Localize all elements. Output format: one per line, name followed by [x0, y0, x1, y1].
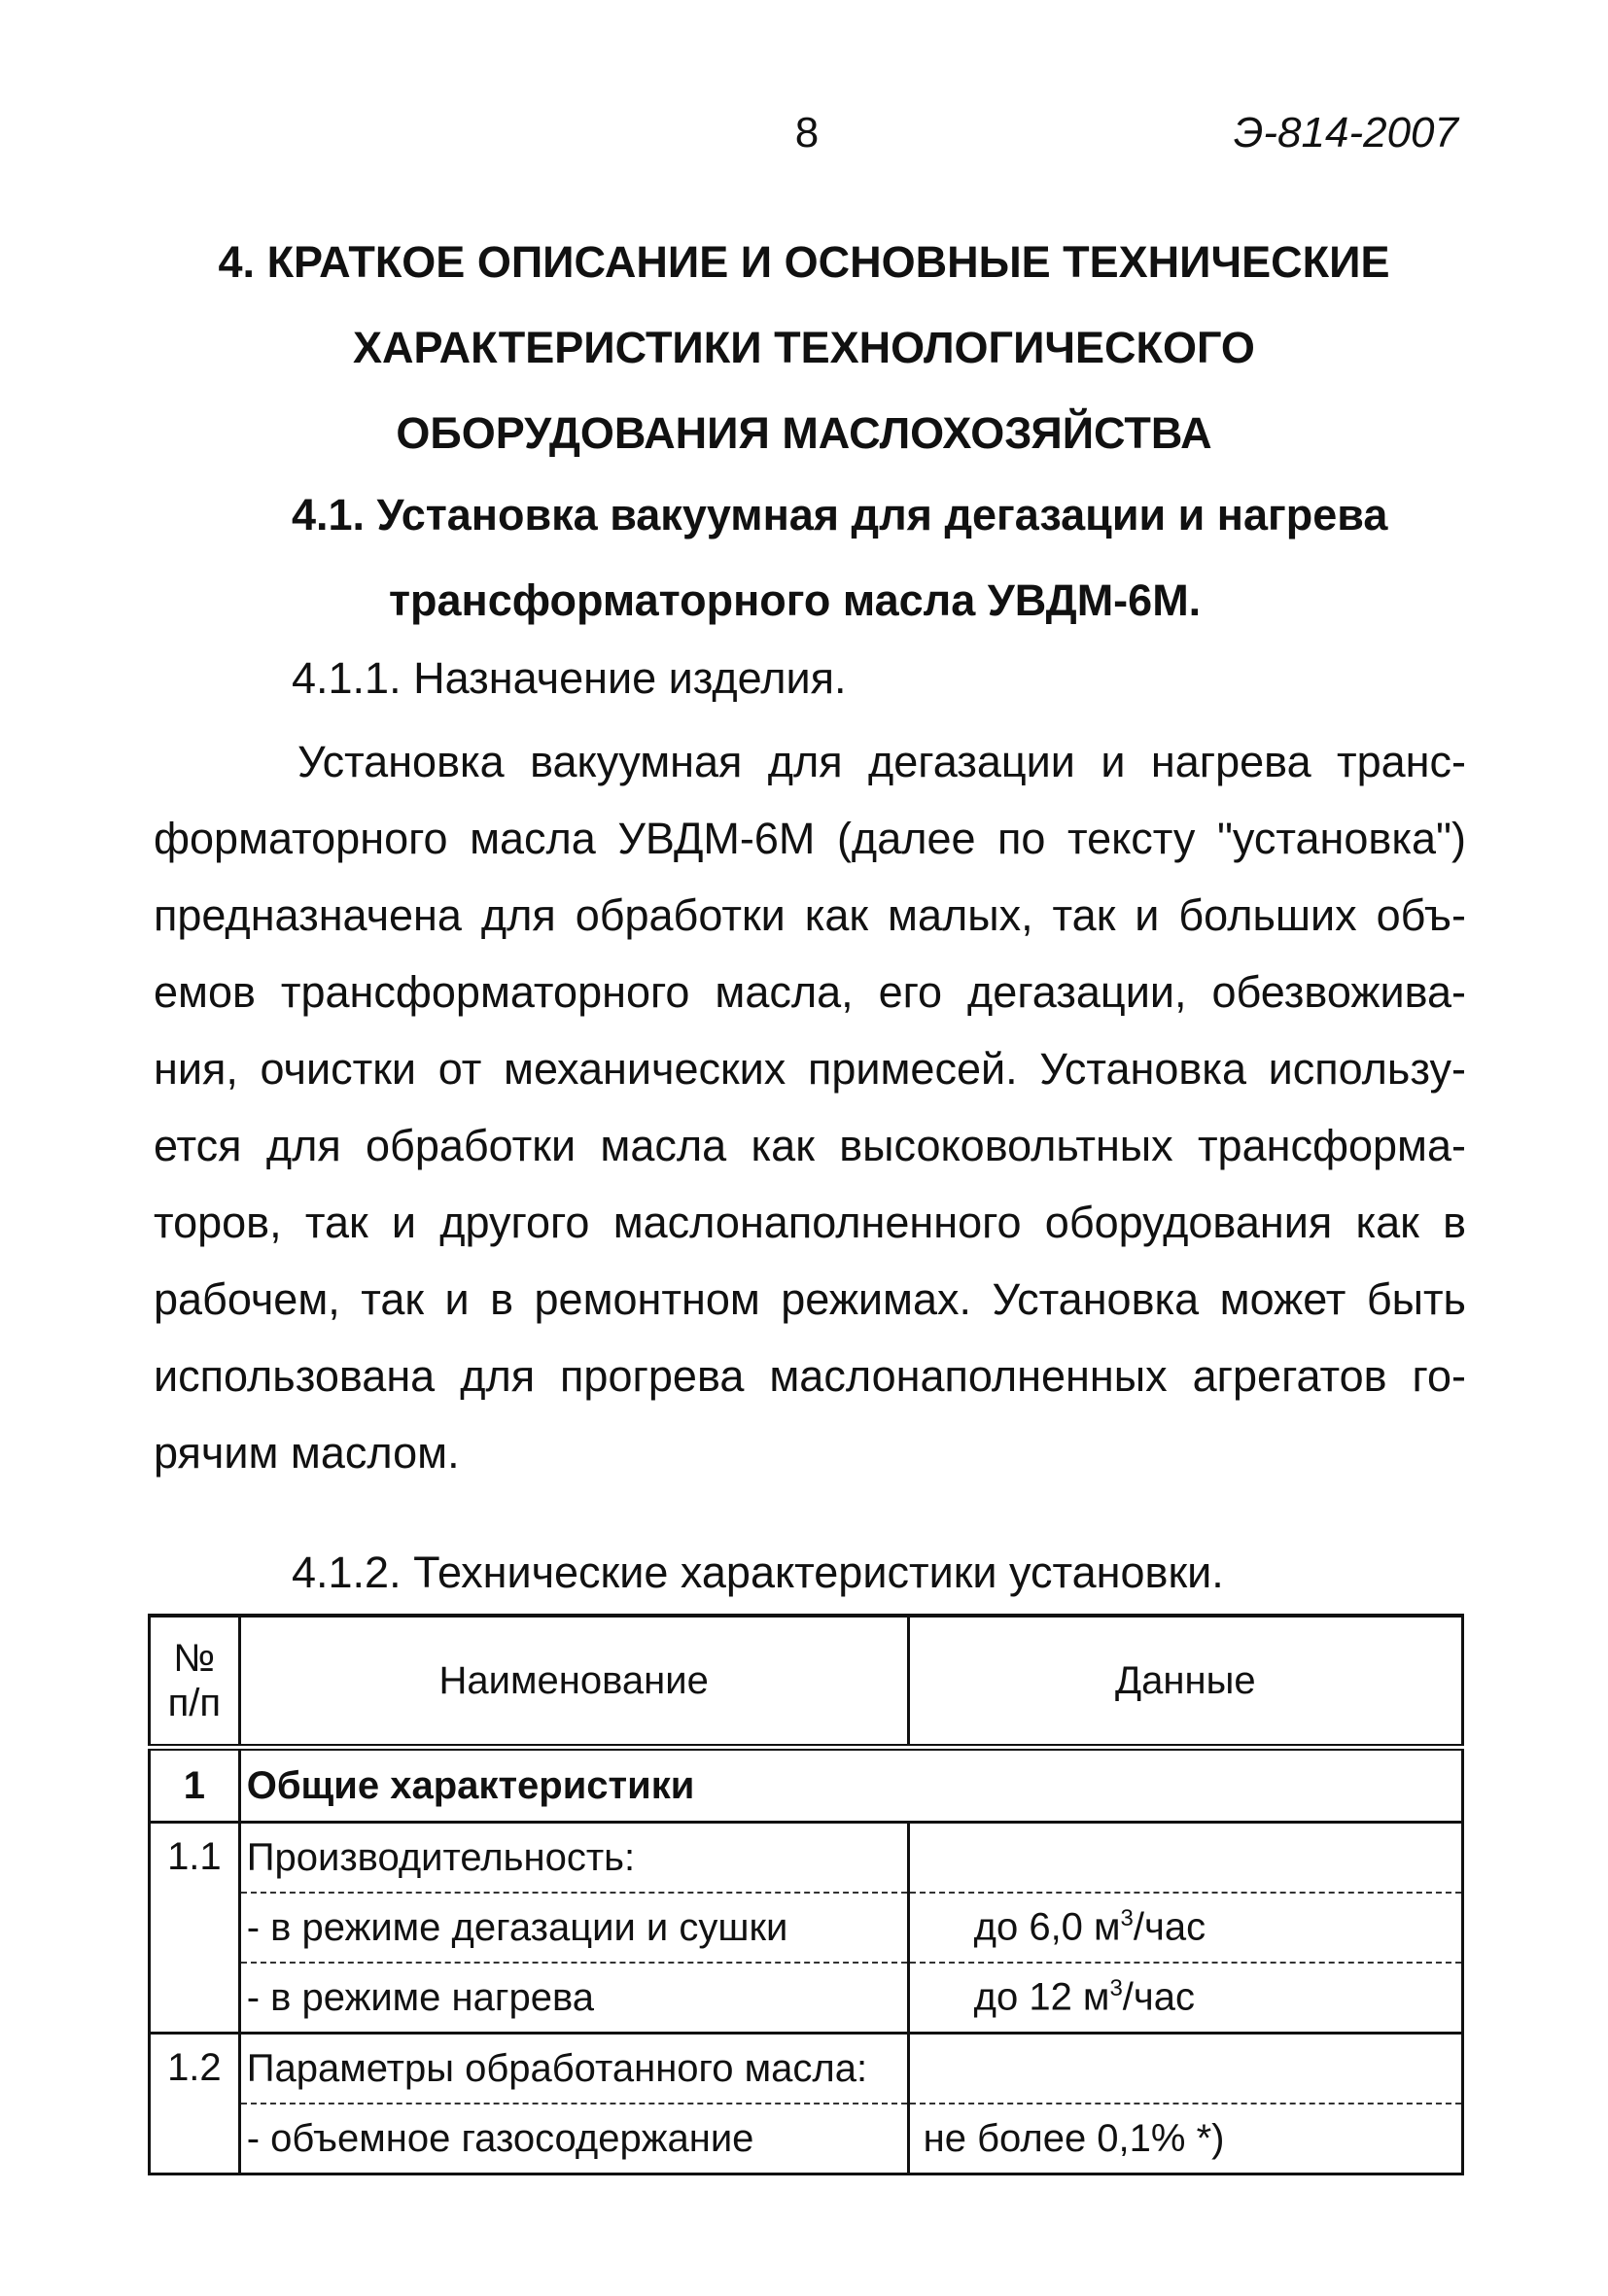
row-data: [908, 2034, 1462, 2105]
row-data: [908, 1823, 1462, 1894]
header-number: [150, 1616, 240, 1748]
row-name: - в режиме нагрева: [239, 1963, 908, 2034]
subsection-title: [292, 472, 1468, 644]
row-name: - объемное газосодержание: [239, 2104, 908, 2174]
data-value: до 6,0 м: [973, 1905, 1121, 1949]
header-number-line: п/п: [167, 1682, 222, 1724]
row-number: 1.1: [150, 1823, 240, 2034]
data-superscript: 3: [1109, 1975, 1123, 2002]
section-title: [146, 220, 1462, 476]
table-header-row: [150, 1616, 1463, 1748]
data-superscript: 3: [1120, 1905, 1134, 1932]
data-unit: /час: [1133, 1905, 1206, 1949]
paragraph-line: использована для прогрева маслонаполненных агрегатов го-: [154, 1351, 1466, 1401]
paragraph-line: Установка вакуумная для дегазации и нагрева транс-: [297, 737, 1466, 786]
paragraph-line: форматорного масла УВДМ-6М (далее по тексту "установка"): [154, 814, 1466, 863]
row-data: [908, 1963, 1462, 2034]
table-row: [150, 1963, 1463, 2034]
row-name: Параметры обработанного масла:: [239, 2034, 908, 2105]
data-value: до 12 м: [973, 1975, 1110, 2019]
paragraph-line: торов, так и другого маслонаполненного оборудования как в: [154, 1198, 1466, 1247]
document-code: Э-814-2007: [1233, 109, 1458, 157]
header-name: Наименование: [239, 1616, 908, 1748]
row-name: Производительность:: [239, 1823, 908, 1894]
paragraph-line: предназначена для обработки как малых, так и больших объ-: [154, 890, 1466, 940]
group-title: Общие характеристики: [239, 1748, 1462, 1823]
subsection-title-line: 4.1. Установка вакуумная для дегазации и нагрева: [292, 490, 1388, 539]
page-number: 8: [794, 109, 820, 157]
header-number-line: №: [173, 1637, 216, 1680]
paragraph-line: рабочем, так и в ремонтном режимах. Установка может быть: [154, 1274, 1466, 1324]
subsection-title-line: трансформаторного масла УВДМ-6М.: [389, 575, 1202, 625]
specifications-table: [148, 1614, 1464, 2175]
section-title-line: ХАРАКТЕРИСТИКИ ТЕХНОЛОГИЧЕСКОГО: [353, 323, 1255, 372]
row-number: 1.2: [150, 2034, 240, 2174]
paragraph-line: ется для обработки масла как высоковольтных трансформа-: [154, 1121, 1466, 1170]
table-row: [150, 1893, 1463, 1963]
row-data: не более 0,1% *): [908, 2104, 1462, 2174]
table-row: [150, 2104, 1463, 2174]
table-row: [150, 1823, 1463, 1894]
clause-heading-purpose: 4.1.1. Назначение изделия.: [292, 653, 847, 703]
paragraph-line: емов трансформаторного масла, его дегазации, обезвожива-: [154, 967, 1466, 1017]
paragraph-line: ния, очистки от механических примесей. Установка использу-: [154, 1044, 1466, 1094]
paragraph-line: рячим маслом.: [154, 1428, 460, 1478]
row-name: - в режиме дегазации и сушки: [239, 1893, 908, 1963]
table-row: [150, 2034, 1463, 2105]
header-data: Данные: [908, 1616, 1462, 1748]
row-number: 1: [150, 1748, 240, 1823]
table-row: [150, 1748, 1463, 1823]
section-title-line: 4. КРАТКОЕ ОПИСАНИЕ И ОСНОВНЫЕ ТЕХНИЧЕСКИЕ: [218, 237, 1390, 287]
purpose-paragraph: [154, 723, 1466, 1491]
clause-heading-specs: 4.1.2. Технические характеристики установки.: [292, 1548, 1224, 1597]
row-data: [908, 1893, 1462, 1963]
data-unit: /час: [1122, 1975, 1195, 2019]
section-title-line: ОБОРУДОВАНИЯ МАСЛОХОЗЯЙСТВА: [396, 408, 1212, 458]
